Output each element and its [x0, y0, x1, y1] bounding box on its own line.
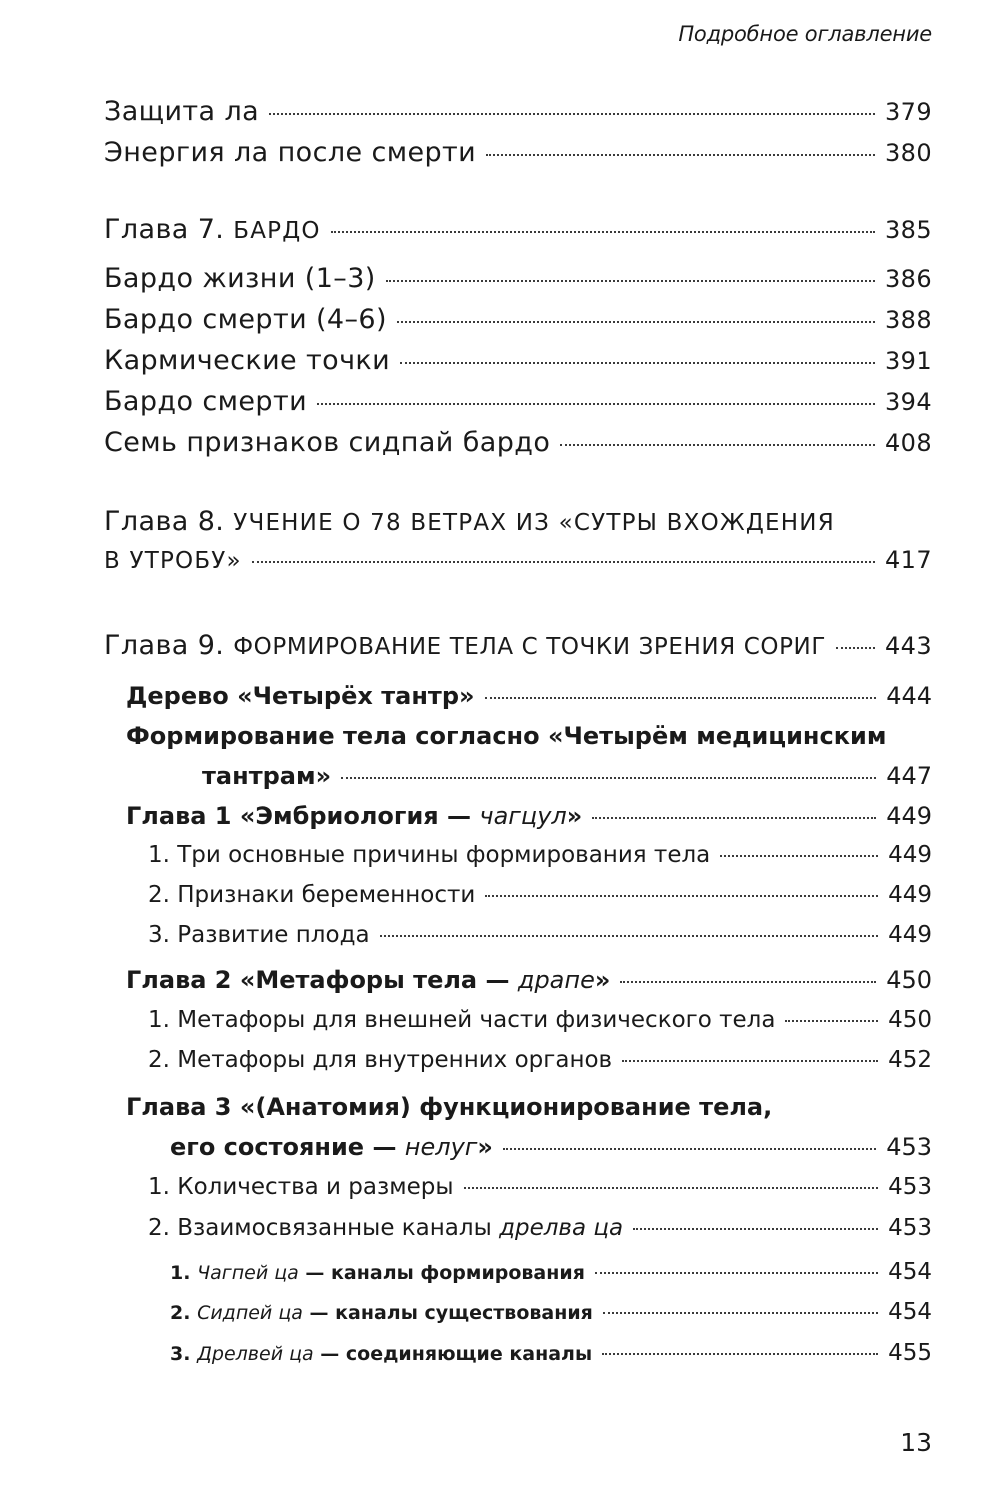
entry-title: Формирование тела согласно «Четырём медицинским	[126, 722, 887, 750]
entry-page-number: 447	[886, 762, 932, 790]
title-text: — соединяющие каналы	[313, 1343, 593, 1365]
dot-leader	[464, 1187, 879, 1189]
entry-page-number: 453	[888, 1174, 932, 1200]
dot-leader	[341, 777, 876, 779]
title-text: Глава 2 «Метафоры тела —	[126, 966, 518, 994]
chapter-name: БАРДО	[233, 218, 321, 244]
entry-title: Бардо смерти	[104, 386, 308, 417]
entry-page-number: 379	[884, 98, 932, 126]
title-italic: Чагпей ца	[197, 1262, 299, 1284]
toc-subchapter[interactable]	[126, 802, 932, 830]
item-number: 1.	[170, 1262, 198, 1284]
toc-subitem[interactable]	[170, 1299, 932, 1325]
toc-section[interactable]	[202, 762, 932, 790]
entry-title: Глава 3 «(Анатомия) функционирование тела,	[126, 1093, 773, 1121]
title-italic: чагцул	[479, 802, 567, 830]
dot-leader	[331, 231, 875, 233]
toc-subitem[interactable]	[170, 1340, 932, 1366]
entry-page-number: 449	[886, 802, 932, 830]
entry-title: 3. Развитие плода	[148, 922, 370, 948]
item-number: 2.	[170, 1302, 198, 1324]
toc-section-line1[interactable]	[126, 722, 886, 750]
toc-entry[interactable]	[104, 263, 932, 294]
title-text: — каналы существования	[302, 1302, 593, 1324]
chapter-name: УЧЕНИЕ О 78 ВЕТРАХ ИЗ «СУТРЫ ВХОЖДЕНИЯ	[233, 510, 835, 536]
entry-title: Бардо смерти (4–6)	[104, 304, 387, 335]
toc-entry[interactable]	[104, 386, 932, 417]
entry-title: Защита ла	[104, 96, 260, 127]
dot-leader	[485, 895, 878, 897]
title-italic: драпе	[517, 966, 595, 994]
entry-page-number: 453	[888, 1215, 932, 1241]
entry-title: 2. Метафоры для внутренних органов	[148, 1047, 613, 1073]
title-italic: нелуг	[404, 1133, 478, 1161]
dot-leader	[595, 1272, 878, 1274]
entry-page-number: 386	[884, 265, 932, 293]
dot-leader	[560, 444, 875, 446]
toc-item[interactable]	[148, 882, 932, 908]
title-text: »	[566, 802, 583, 830]
entry-title: Кармические точки	[104, 345, 391, 376]
entry-page-number: 455	[888, 1340, 932, 1366]
dot-leader	[397, 321, 875, 323]
entry-title	[148, 1215, 623, 1241]
toc-subchapter-line1[interactable]	[126, 1093, 772, 1121]
entry-title	[170, 1343, 592, 1365]
dot-leader	[380, 935, 879, 937]
title-text: »	[594, 966, 611, 994]
title-text: его состояние —	[170, 1133, 405, 1161]
toc-item[interactable]	[148, 1174, 932, 1200]
dot-leader	[633, 1228, 878, 1230]
entry-page-number: 450	[888, 1007, 932, 1033]
entry-page-number: 388	[884, 306, 932, 334]
entry-page-number: 408	[884, 429, 932, 457]
dot-leader	[602, 1353, 878, 1355]
entry-page-number: 454	[888, 1259, 932, 1285]
entry-title: 1. Три основные причины формирования тела	[148, 842, 711, 868]
entry-title: Энергия ла после смерти	[104, 137, 477, 168]
entry-title: Дерево «Четырёх тантр»	[126, 682, 475, 710]
toc-item[interactable]	[148, 1007, 932, 1033]
toc-item[interactable]	[148, 842, 932, 868]
entry-page-number: 417	[884, 546, 932, 574]
toc-item[interactable]	[148, 1215, 932, 1241]
title-text: »	[477, 1133, 493, 1161]
title-italic: Сидпей ца	[197, 1302, 303, 1324]
chapter-prefix: Глава 9.	[104, 630, 234, 661]
entry-page-number: 452	[888, 1047, 932, 1073]
chapter-title	[104, 214, 321, 245]
dot-leader	[620, 981, 876, 983]
title-italic: Дрелвей ца	[197, 1343, 314, 1365]
chapter-name-continued: В УТРОБУ»	[104, 548, 242, 574]
dot-leader	[622, 1060, 878, 1062]
dot-leader	[836, 647, 875, 649]
entry-page-number: 444	[886, 682, 932, 710]
toc-chapter-7[interactable]	[104, 214, 932, 245]
dot-leader	[592, 817, 876, 819]
page-number: 13	[900, 1428, 932, 1457]
entry-title	[126, 802, 582, 830]
toc-section[interactable]	[126, 682, 932, 710]
entry-title: Семь признаков сидпай бардо	[104, 427, 551, 458]
entry-page-number: 449	[888, 922, 932, 948]
dot-leader	[317, 403, 875, 405]
toc-subitem[interactable]	[170, 1259, 932, 1285]
title-italic: дрелва ца	[499, 1215, 624, 1241]
toc-entry[interactable]	[104, 137, 932, 168]
entry-page-number: 449	[888, 882, 932, 908]
entry-title: 2. Признаки беременности	[148, 882, 476, 908]
dot-leader	[603, 1312, 878, 1314]
toc-chapter-8-line1[interactable]	[104, 506, 835, 537]
chapter-name: ФОРМИРОВАНИЕ ТЕЛА С ТОЧКИ ЗРЕНИЯ СОРИГ	[233, 634, 826, 660]
entry-title-continued: тантрам»	[202, 762, 332, 790]
entry-page-number: 450	[886, 966, 932, 994]
entry-title	[126, 966, 610, 994]
toc-chapter-8[interactable]	[104, 546, 932, 574]
dot-leader	[252, 561, 875, 563]
item-number: 3.	[170, 1343, 198, 1365]
toc-chapter-9[interactable]	[104, 630, 932, 661]
toc-item[interactable]	[148, 1047, 932, 1073]
toc-subchapter[interactable]	[170, 1133, 932, 1161]
dot-leader	[720, 855, 878, 857]
entry-page-number: 443	[884, 632, 932, 660]
toc-entry[interactable]	[104, 304, 932, 335]
dot-leader	[503, 1148, 876, 1150]
entry-page-number: 449	[888, 842, 932, 868]
title-text: 2. Взаимосвязанные каналы	[148, 1215, 500, 1241]
toc-item[interactable]	[148, 922, 932, 948]
entry-page-number: 385	[884, 216, 932, 244]
entry-title: 1. Метафоры для внешней части физического тела	[148, 1007, 776, 1033]
toc-subchapter[interactable]	[126, 966, 932, 994]
entry-page-number: 394	[884, 388, 932, 416]
entry-title: Бардо жизни (1–3)	[104, 263, 376, 294]
running-head: Подробное оглавление	[678, 22, 932, 46]
toc-entry[interactable]	[104, 345, 932, 376]
dot-leader	[400, 362, 875, 364]
entry-page-number: 453	[886, 1133, 932, 1161]
entry-page-number: 380	[884, 139, 932, 167]
dot-leader	[386, 280, 875, 282]
dot-leader	[785, 1020, 878, 1022]
entry-title-continued	[170, 1133, 493, 1161]
chapter-title	[104, 630, 826, 661]
toc-entry[interactable]	[104, 427, 932, 458]
dot-leader	[486, 154, 875, 156]
toc-entry[interactable]	[104, 96, 932, 127]
entry-page-number: 391	[884, 347, 932, 375]
title-text: Глава 1 «Эмбриология —	[126, 802, 480, 830]
entry-title: 1. Количества и размеры	[148, 1174, 454, 1200]
dot-leader	[269, 113, 875, 115]
entry-title	[170, 1262, 585, 1284]
entry-page-number: 454	[888, 1299, 932, 1325]
dot-leader	[485, 697, 877, 699]
chapter-prefix: Глава 8.	[104, 506, 234, 537]
title-text: — каналы формирования	[298, 1262, 585, 1284]
chapter-prefix: Глава 7.	[104, 214, 234, 245]
entry-title	[170, 1302, 593, 1324]
